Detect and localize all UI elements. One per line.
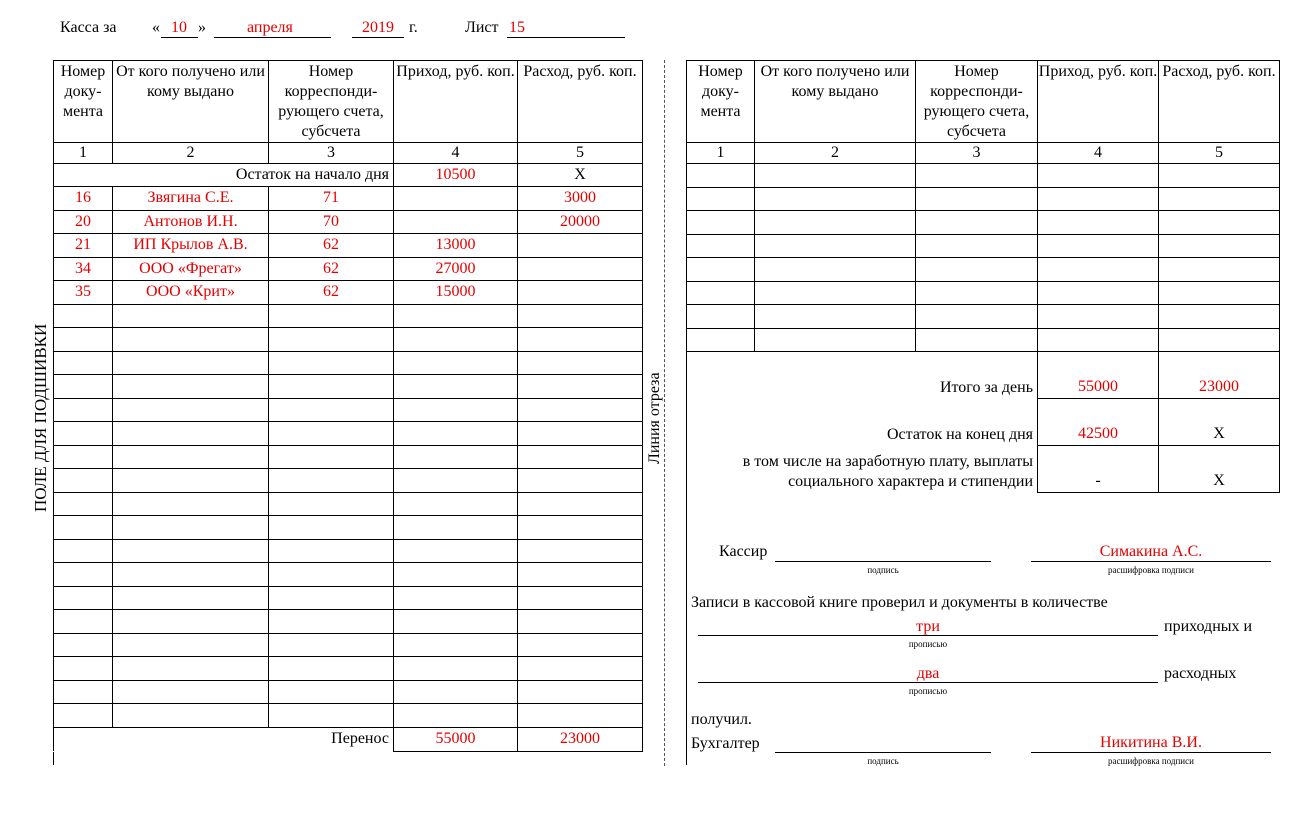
empty-row	[54, 375, 643, 399]
opening-balance-row	[54, 164, 643, 187]
month-value: апреля	[247, 19, 293, 36]
income: 15000	[394, 281, 518, 305]
col-number: 2	[755, 143, 916, 164]
empty-row	[54, 633, 643, 657]
total-income: 55000	[1038, 352, 1159, 399]
expense	[518, 234, 643, 258]
cut-line-label: Линия отреза	[646, 372, 663, 464]
table-row	[54, 257, 643, 281]
expense: 3000	[518, 187, 643, 211]
accountant-name: Никитина В.И.	[1100, 734, 1202, 751]
carry-expense: 23000	[518, 727, 643, 751]
month-underline	[214, 37, 331, 38]
col-number: 3	[269, 143, 394, 164]
outgoing-count: два	[916, 665, 940, 682]
cashier-name: Симакина А.С.	[1099, 543, 1203, 560]
col-expense-header: Расход, руб. коп.	[518, 61, 643, 143]
col-income-header: Приход, руб. коп.	[1038, 61, 1159, 143]
col-number: 5	[518, 143, 643, 164]
table-row	[54, 210, 643, 234]
opening-expense: X	[518, 164, 643, 187]
carry-label: Перенос	[54, 727, 394, 751]
income: 27000	[394, 257, 518, 281]
cashier-signature-line	[775, 561, 991, 562]
sheet-underline	[507, 37, 625, 38]
empty-row	[687, 328, 1280, 352]
expense	[518, 257, 643, 281]
salary-row	[687, 446, 1280, 493]
incoming-label: приходных и	[1164, 618, 1253, 635]
counterparty: ИП Крылов А.В.	[113, 234, 269, 258]
counterparty: ООО «Фрегат»	[113, 257, 269, 281]
binding-field-label: ПОЛЕ ДЛЯ ПОДШИВКИ	[31, 323, 50, 512]
col-name-header: От кого получено или кому выдано	[113, 61, 269, 143]
salary-label-line-2: социального характера и стипендии	[788, 472, 1033, 490]
empty-row	[54, 351, 643, 375]
opening-label: Остаток на начало дня	[54, 164, 394, 187]
empty-row	[54, 539, 643, 563]
col-doc-header: Номер доку- мента	[54, 61, 113, 143]
header-row	[687, 61, 1280, 143]
empty-row	[687, 234, 1280, 258]
expense	[518, 281, 643, 305]
outgoing-label: расходных	[1164, 665, 1237, 682]
empty-row	[54, 469, 643, 493]
account: 62	[269, 257, 394, 281]
empty-row	[54, 680, 643, 704]
sheet-label: Лист	[465, 19, 499, 36]
closing-expense: X	[1159, 399, 1280, 446]
daily-total-row	[687, 352, 1280, 399]
empty-row	[687, 164, 1280, 188]
empty-row	[687, 305, 1280, 329]
empty-row	[54, 492, 643, 516]
income	[394, 210, 518, 234]
cashier-name-line	[1031, 561, 1271, 562]
decode-caption: расшифровка подписи	[1108, 565, 1194, 575]
table-row	[54, 234, 643, 258]
empty-row	[687, 258, 1280, 282]
col-number: 1	[54, 143, 113, 164]
empty-row	[687, 211, 1280, 235]
total-expense: 23000	[1159, 352, 1280, 399]
col-account-header: Номер корреспонди- рующего счета, субсчета	[916, 61, 1038, 143]
decode-caption: расшифровка подписи	[1108, 756, 1194, 766]
empty-row	[54, 586, 643, 610]
signature-caption: подпись	[867, 565, 899, 575]
cut-line	[664, 60, 665, 766]
account: 70	[269, 210, 394, 234]
column-numbers-row	[687, 143, 1280, 164]
closing-label: Остаток на конец дня	[687, 399, 1038, 446]
outgoing-count-line	[698, 682, 1158, 683]
income	[394, 187, 518, 211]
expense: 20000	[518, 210, 643, 234]
signature-caption: подпись	[867, 756, 899, 766]
left-border-tail	[53, 752, 54, 765]
quote-close: »	[198, 19, 206, 36]
empty-row	[54, 516, 643, 540]
col-number: 4	[1038, 143, 1159, 164]
opening-income: 10500	[394, 164, 518, 187]
doc-number: 35	[54, 281, 113, 305]
check-text: Записи в кассовой книге проверил и документы в количестве	[691, 594, 1108, 611]
empty-row	[54, 445, 643, 469]
accountant-signature-line	[775, 752, 991, 753]
salary-label	[687, 446, 1038, 493]
cashier-label: Кассир	[719, 543, 768, 560]
right-ledger-table	[686, 60, 1280, 493]
closing-balance-row	[687, 399, 1280, 446]
col-name-header: От кого получено или кому выдано	[755, 61, 916, 143]
counterparty: Звягина С.Е.	[113, 187, 269, 211]
kassa-label: Касса за	[60, 19, 117, 36]
salary-expense: X	[1159, 446, 1280, 493]
accountant-name-line	[1031, 752, 1271, 753]
table-row	[54, 187, 643, 211]
account: 62	[269, 234, 394, 258]
col-expense-header: Расход, руб. коп.	[1159, 61, 1280, 143]
year-suffix: г.	[409, 19, 418, 36]
col-number: 2	[113, 143, 269, 164]
day-value: 10	[171, 19, 187, 36]
counterparty: Антонов И.Н.	[113, 210, 269, 234]
sheet-number: 15	[509, 19, 525, 36]
right-border-tail	[686, 491, 687, 765]
empty-row	[54, 563, 643, 587]
doc-number: 21	[54, 234, 113, 258]
col-number: 1	[687, 143, 755, 164]
empty-row	[54, 422, 643, 446]
income: 13000	[394, 234, 518, 258]
empty-row	[54, 328, 643, 352]
words-caption: прописью	[908, 686, 948, 696]
total-label: Итого за день	[687, 352, 1038, 399]
doc-number: 16	[54, 187, 113, 211]
accountant-label: Бухгалтер	[691, 735, 760, 752]
day-underline	[161, 37, 198, 38]
empty-row	[54, 704, 643, 728]
doc-number: 20	[54, 210, 113, 234]
empty-row	[54, 610, 643, 634]
words-caption: прописью	[908, 639, 948, 649]
left-ledger-table	[53, 60, 643, 752]
header-row	[54, 61, 643, 143]
empty-row	[54, 398, 643, 422]
empty-row	[54, 657, 643, 681]
empty-row	[687, 281, 1280, 305]
account: 71	[269, 187, 394, 211]
col-number: 5	[1159, 143, 1280, 164]
closing-income: 42500	[1038, 399, 1159, 446]
incoming-count-line	[698, 635, 1158, 636]
received-label: получил.	[691, 711, 752, 728]
empty-row	[54, 304, 643, 328]
salary-label-line-1: в том числе на заработную плату, выплаты	[742, 452, 1033, 470]
counterparty: ООО «Крит»	[113, 281, 269, 305]
col-doc-header: Номер доку- мента	[687, 61, 755, 143]
col-income-header: Приход, руб. коп.	[394, 61, 518, 143]
column-numbers-row	[54, 143, 643, 164]
empty-row	[687, 187, 1280, 211]
account: 62	[269, 281, 394, 305]
carry-over-row	[54, 727, 643, 751]
year-value: 2019	[362, 19, 394, 36]
incoming-count: три	[916, 618, 940, 635]
col-account-header: Номер корреспонди- рующего счета, субсчета	[269, 61, 394, 143]
salary-income: -	[1038, 446, 1159, 493]
doc-number: 34	[54, 257, 113, 281]
carry-income: 55000	[394, 727, 518, 751]
table-row	[54, 281, 643, 305]
quote-open: «	[152, 19, 160, 36]
col-number: 4	[394, 143, 518, 164]
year-underline	[352, 37, 404, 38]
col-number: 3	[916, 143, 1038, 164]
